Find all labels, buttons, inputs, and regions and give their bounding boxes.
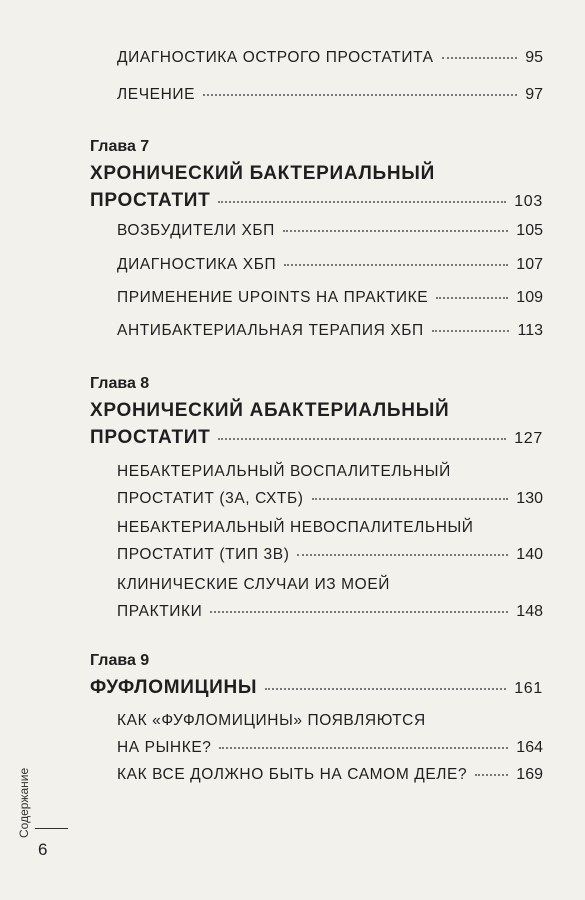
- toc-entry-title: КАК ВСЕ ДОЛЖНО БЫТЬ НА САМОМ ДЕЛЕ?: [117, 766, 468, 783]
- leader-dots: [219, 747, 508, 749]
- leader-dots: [203, 94, 517, 96]
- chapter-page: 103: [514, 193, 543, 210]
- leader-dots: [297, 554, 508, 556]
- divider: [35, 828, 68, 829]
- toc-entry-title-line: ПРАКТИКИ: [117, 603, 203, 620]
- toc-entry[interactable]: [117, 571, 543, 625]
- toc-entry-page: 97: [525, 86, 543, 103]
- leader-dots: [210, 611, 508, 613]
- toc-entry-title: ПРИМЕНЕНИЕ UPOINTS НА ПРАКТИКЕ: [117, 289, 429, 306]
- toc-entry[interactable]: [117, 289, 543, 307]
- toc-entry-title: ЛЕЧЕНИЕ: [117, 86, 196, 103]
- toc-entry-page: 148: [516, 603, 543, 620]
- toc-entry[interactable]: [117, 222, 543, 240]
- toc-entry-title-line: ПРОСТАТИТ (ТИП 3В): [117, 546, 290, 563]
- chapter-title-line: ФУФЛОМИЦИНЫ: [90, 677, 258, 698]
- toc-entry-title: АНТИБАКТЕРИАЛЬНАЯ ТЕРАПИЯ ХБП: [117, 322, 424, 339]
- toc-entry-title-line: ПРОСТАТИТ (3А, СХТБ): [117, 490, 304, 507]
- leader-dots: [284, 264, 508, 266]
- leader-dots: [475, 774, 508, 776]
- toc-entry[interactable]: [117, 49, 543, 67]
- chapter-title[interactable]: [90, 397, 543, 452]
- leader-dots: [312, 498, 509, 500]
- toc-entry-page: 169: [516, 766, 543, 783]
- toc-entry[interactable]: [117, 766, 543, 784]
- toc-entry-title: ВОЗБУДИТЕЛИ ХБП: [117, 222, 275, 239]
- chapter-title-line: ПРОСТАТИТ: [90, 427, 211, 448]
- leader-dots: [283, 230, 508, 232]
- leader-dots: [218, 201, 506, 203]
- toc-entry-title: ДИАГНОСТИКА ХБП: [117, 256, 277, 273]
- chapter-label: Глава 8: [90, 375, 150, 392]
- toc-entry[interactable]: [117, 707, 543, 761]
- section-label: Содержание: [17, 767, 31, 838]
- leader-dots: [436, 297, 508, 299]
- toc-entry-page: 130: [516, 490, 543, 507]
- toc-entry-title-line: КЛИНИЧЕСКИЕ СЛУЧАИ ИЗ МОЕЙ: [117, 576, 391, 593]
- toc-entry-page: 109: [516, 289, 543, 306]
- toc-entry[interactable]: [117, 458, 543, 512]
- chapter-label: Глава 7: [90, 138, 150, 155]
- toc-entry-page: 164: [516, 739, 543, 756]
- chapter-page: 127: [514, 430, 543, 447]
- leader-dots: [442, 57, 518, 59]
- leader-dots: [218, 438, 506, 440]
- toc-entry-page: 107: [516, 256, 543, 273]
- chapter-title[interactable]: [90, 674, 543, 702]
- leader-dots: [265, 688, 506, 690]
- toc-entry-title-line: НЕБАКТЕРИАЛЬНЫЙ ВОСПАЛИТЕЛЬНЫЙ: [117, 463, 451, 480]
- toc-entry-title-line: НА РЫНКЕ?: [117, 739, 212, 756]
- chapter-title[interactable]: [90, 160, 543, 215]
- page-number: 6: [38, 840, 48, 859]
- toc-entry-page: 140: [516, 546, 543, 563]
- toc-entry-title-line: КАК «ФУФЛОМИЦИНЫ» ПОЯВЛЯЮТСЯ: [117, 712, 426, 729]
- toc-entry-page: 95: [525, 49, 543, 66]
- toc-entry[interactable]: [117, 86, 543, 104]
- toc-entry-page: 105: [516, 222, 543, 239]
- chapter-9: [90, 652, 543, 702]
- chapter-title-line: ХРОНИЧЕСКИЙ АБАКТЕРИАЛЬНЫЙ: [90, 400, 450, 421]
- leader-dots: [432, 330, 510, 332]
- toc-entry[interactable]: [117, 514, 543, 568]
- toc-entry[interactable]: [117, 322, 543, 340]
- toc-entry-page: 113: [517, 322, 543, 339]
- chapter-title-line: ПРОСТАТИТ: [90, 190, 211, 211]
- toc-entry[interactable]: [117, 256, 543, 274]
- toc-entry-title-line: НЕБАКТЕРИАЛЬНЫЙ НЕВОСПАЛИТЕЛЬНЫЙ: [117, 519, 474, 536]
- chapter-8: [90, 375, 543, 452]
- chapter-7: [90, 138, 543, 215]
- chapter-label: Глава 9: [90, 652, 150, 669]
- chapter-title-line: ХРОНИЧЕСКИЙ БАКТЕРИАЛЬНЫЙ: [90, 163, 435, 184]
- chapter-page: 161: [514, 680, 543, 697]
- toc-entry-title: ДИАГНОСТИКА ОСТРОГО ПРОСТАТИТА: [117, 49, 434, 66]
